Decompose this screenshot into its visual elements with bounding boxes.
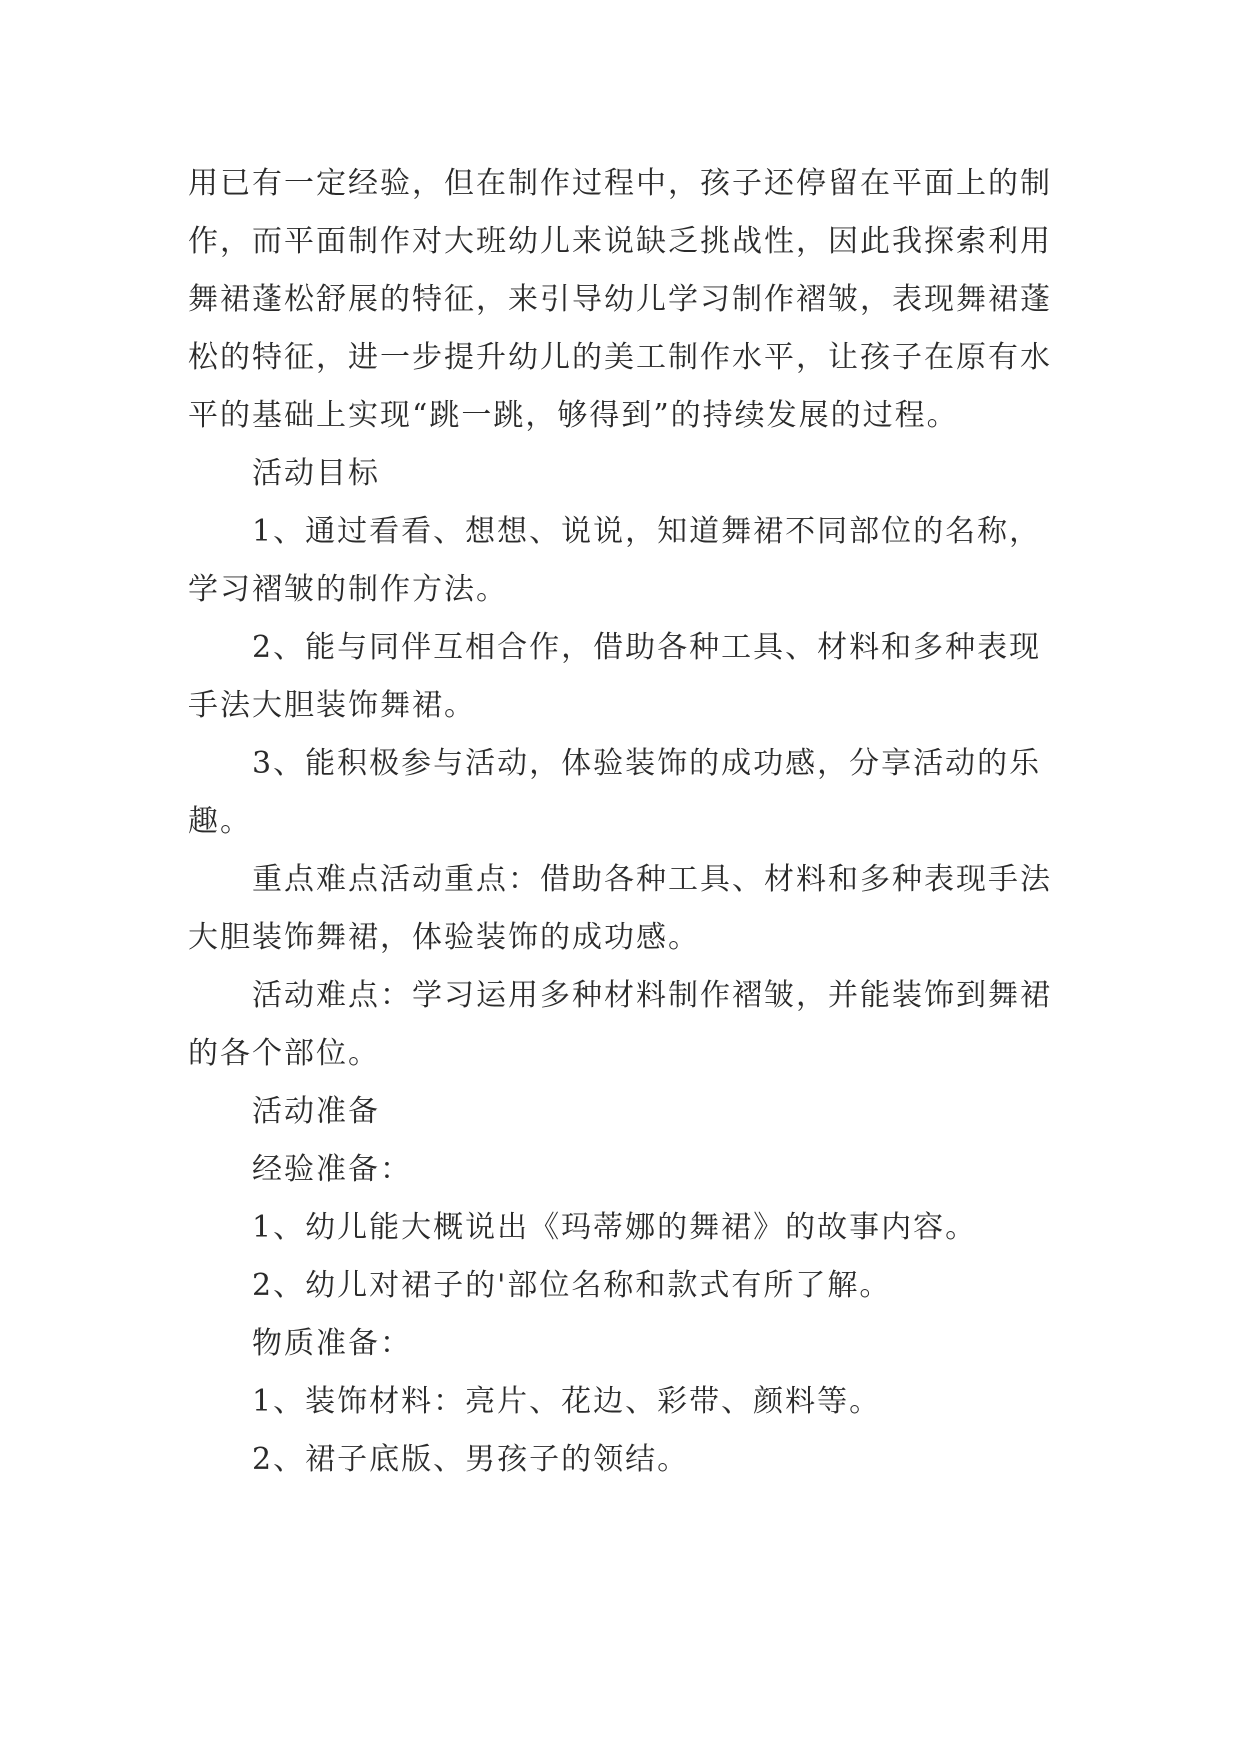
goal-item-1: 1、通过看看、想想、说说，知道舞裙不同部位的名称，学习褶皱的制作方法。 (188, 514, 1042, 607)
key-points-paragraph: 重点难点活动重点：借助各种工具、材料和多种表现手法大胆装饰舞裙，体验装饰的成功感。 (188, 862, 1052, 955)
body-paragraph: 用已有一定经验，但在制作过程中，孩子还停留在平面上的制作，而平面制作对大班幼儿来说缺乏挑战性，因此我探索利用舞裙蓬松舒展的特征，来引导幼儿学习制作褶皱，表现舞裙蓬松的特征，进一步提升幼儿的美工制作水平，让孩子在原有水平的基础上实现“跳一跳，够得到”的持续发展的过程。 (188, 166, 1052, 433)
subheading-material-prep: 物质准备： (252, 1326, 412, 1361)
section-heading-activity-prep: 活动准备 (252, 1094, 380, 1129)
subheading-experience-prep: 经验准备： (252, 1152, 412, 1187)
material-item-1: 1、装饰材料：亮片、花边、彩带、颜料等。 (252, 1384, 882, 1419)
experience-item-2: 2、幼儿对裙子的'部位名称和款式有所了解。 (252, 1268, 892, 1303)
goal-item-2: 2、能与同伴互相合作，借助各种工具、材料和多种表现手法大胆装饰舞裙。 (188, 630, 1042, 723)
experience-item-1: 1、幼儿能大概说出《玛蒂娜的舞裙》的故事内容。 (252, 1210, 978, 1245)
document-body (188, 155, 1058, 1489)
difficulty-paragraph: 活动难点：学习运用多种材料制作褶皱，并能装饰到舞裙的各个部位。 (188, 978, 1052, 1071)
section-heading-activity-goals: 活动目标 (252, 456, 380, 491)
material-item-2: 2、裙子底版、男孩子的领结。 (252, 1442, 690, 1477)
goal-item-3: 3、能积极参与活动，体验装饰的成功感，分享活动的乐趣。 (188, 746, 1042, 839)
